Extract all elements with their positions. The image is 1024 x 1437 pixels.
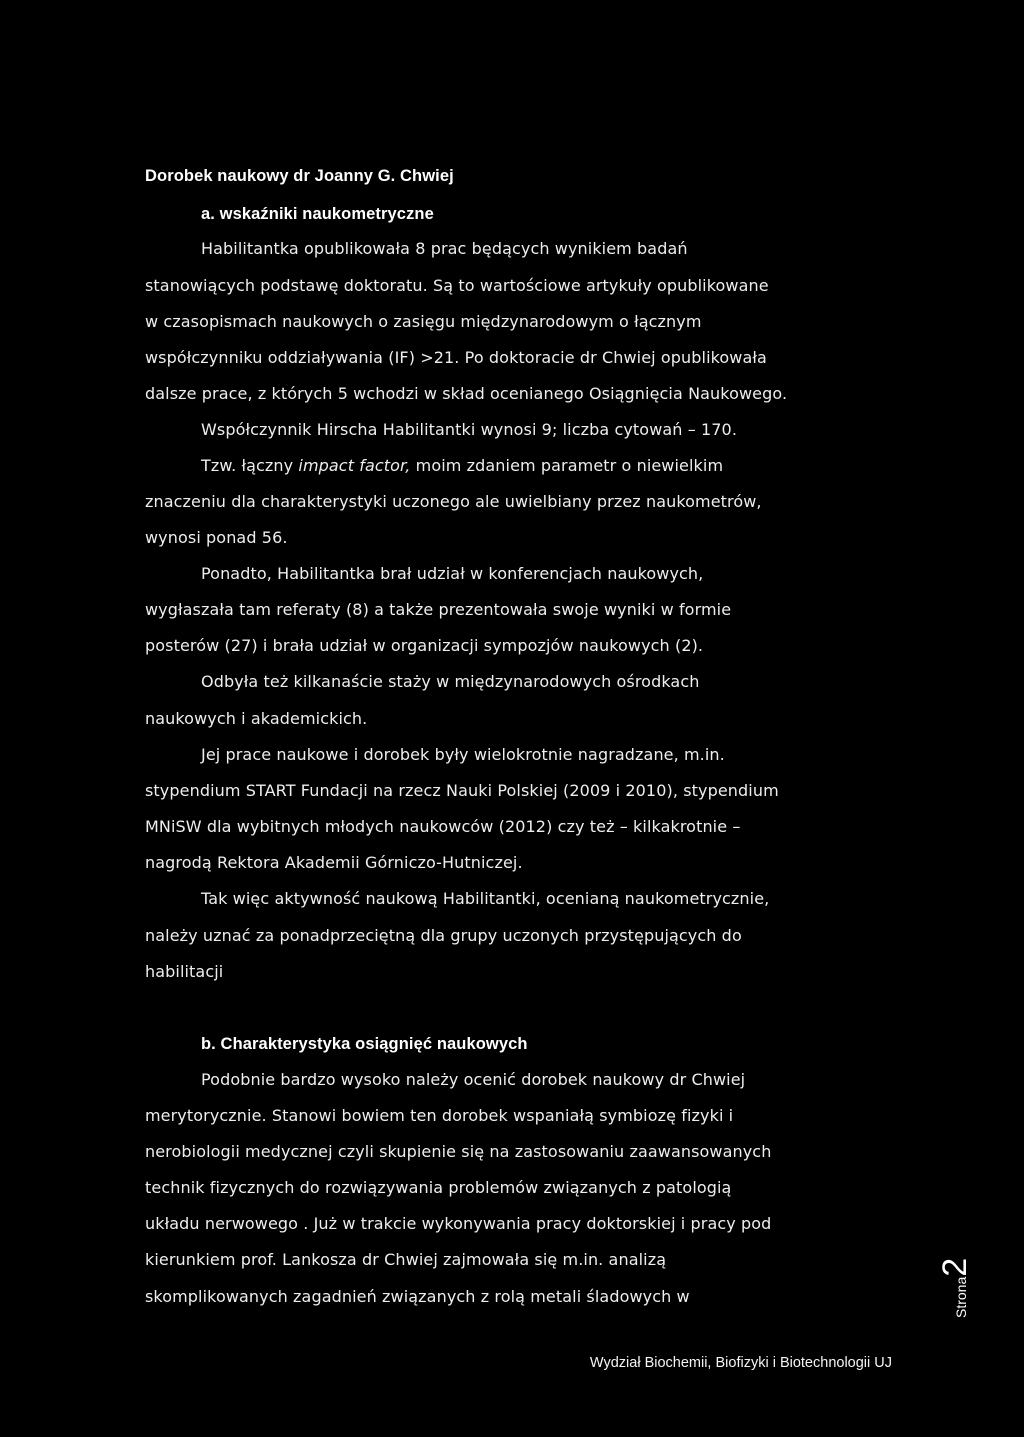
paragraph-line: znaczeniu dla charakterystyki uczonego ale uwielbiany przez naukometrów,: [145, 492, 762, 511]
paragraph-line: stypendium START Fundacji na rzecz Nauki Polskiej (2009 i 2010), stypendium: [145, 781, 779, 800]
impact-pre-text: Tzw. łączny: [201, 456, 299, 475]
page-number: 2: [936, 1257, 974, 1277]
paragraph-line: wynosi ponad 56.: [145, 528, 288, 547]
impact-post-text: moim zdaniem parametr o niewielkim: [410, 456, 724, 475]
paragraph-line: stanowiących podstawę doktoratu. Są to wartościowe artykuły opublikowane: [145, 276, 769, 295]
paragraph-line: MNiSW dla wybitnych młodych naukowców (2012) czy też – kilkakrotnie –: [145, 817, 741, 836]
paragraph-line: technik fizycznych do rozwiązywania problemów związanych z patologią: [145, 1178, 732, 1197]
paragraph-line: wygłaszała tam referaty (8) a także prezentowała swoje wyniki w formie: [145, 600, 732, 619]
paragraph-line: w czasopismach naukowych o zasięgu międzynarodowym o łącznym: [145, 312, 702, 331]
paragraph-line: Tak więc aktywność naukową Habilitantki, ocenianą naukometrycznie,: [201, 889, 770, 908]
paragraph-line: Podobnie bardzo wysoko należy ocenić dorobek naukowy dr Chwiej: [201, 1070, 746, 1089]
impact-factor-line: [201, 456, 723, 476]
paragraph-line: Habilitantka opublikowała 8 prac będących wynikiem badań: [201, 239, 688, 258]
impact-factor-term: impact factor,: [298, 456, 411, 475]
paragraph-line: nerobiologii medycznej czyli skupienie się na zastosowaniu zaawansowanych: [145, 1142, 772, 1161]
paragraph-line: układu nerwowego . Już w trakcie wykonywania pracy doktorskiej i pracy pod: [145, 1214, 772, 1233]
page-number-block: [938, 1228, 986, 1318]
paragraph-line: merytorycznie. Stanowi bowiem ten dorobek wspaniałą symbiozę fizyki i: [145, 1106, 734, 1125]
section-b-title: b. Charakterystyka osiągnięć naukowych: [201, 1035, 528, 1053]
paragraph-line: Ponadto, Habilitantka brał udział w konferencjach naukowych,: [201, 564, 704, 583]
paragraph-line: posterów (27) i brała udział w organizacji sympozjów naukowych (2).: [145, 636, 704, 655]
page-number-rotated: [938, 1258, 972, 1318]
paragraph-line: współczynniku oddziaływania (IF) >21. Po doktoracie dr Chwiej opublikowała: [145, 348, 767, 367]
document-title: Dorobek naukowy dr Joanny G. Chwiej: [145, 167, 454, 185]
paragraph-line: habilitacji: [145, 962, 224, 981]
footer-institution: Wydział Biochemii, Biofizyki i Biotechnologii UJ: [589, 1355, 892, 1371]
paragraph-line: kierunkiem prof. Lankosza dr Chwiej zajmowała się m.in. analizą: [145, 1250, 667, 1269]
paragraph-line: skomplikowanych zagadnień związanych z rolą metali śladowych w: [145, 1287, 690, 1306]
paragraph-line: naukowych i akademickich.: [145, 709, 368, 728]
paragraph-line: Współczynnik Hirscha Habilitantki wynosi 9; liczba cytowań – 170.: [201, 420, 738, 439]
paragraph-line: Jej prace naukowe i dorobek były wielokrotnie nagradzane, m.in.: [201, 745, 725, 764]
paragraph-line: dalsze prace, z których 5 wchodzi w skład ocenianego Osiągnięcia Naukowego.: [145, 384, 788, 403]
page-label: Strona: [953, 1276, 969, 1318]
paragraph-line: Odbyła też kilkanaście staży w międzynarodowych ośrodkach: [201, 672, 700, 691]
section-a-title: a. wskaźniki naukometryczne: [201, 205, 434, 223]
paragraph-line: należy uznać za ponadprzeciętną dla grupy uczonych przystępujących do: [145, 926, 742, 945]
paragraph-line: nagrodą Rektora Akademii Górniczo-Hutniczej.: [145, 853, 523, 872]
